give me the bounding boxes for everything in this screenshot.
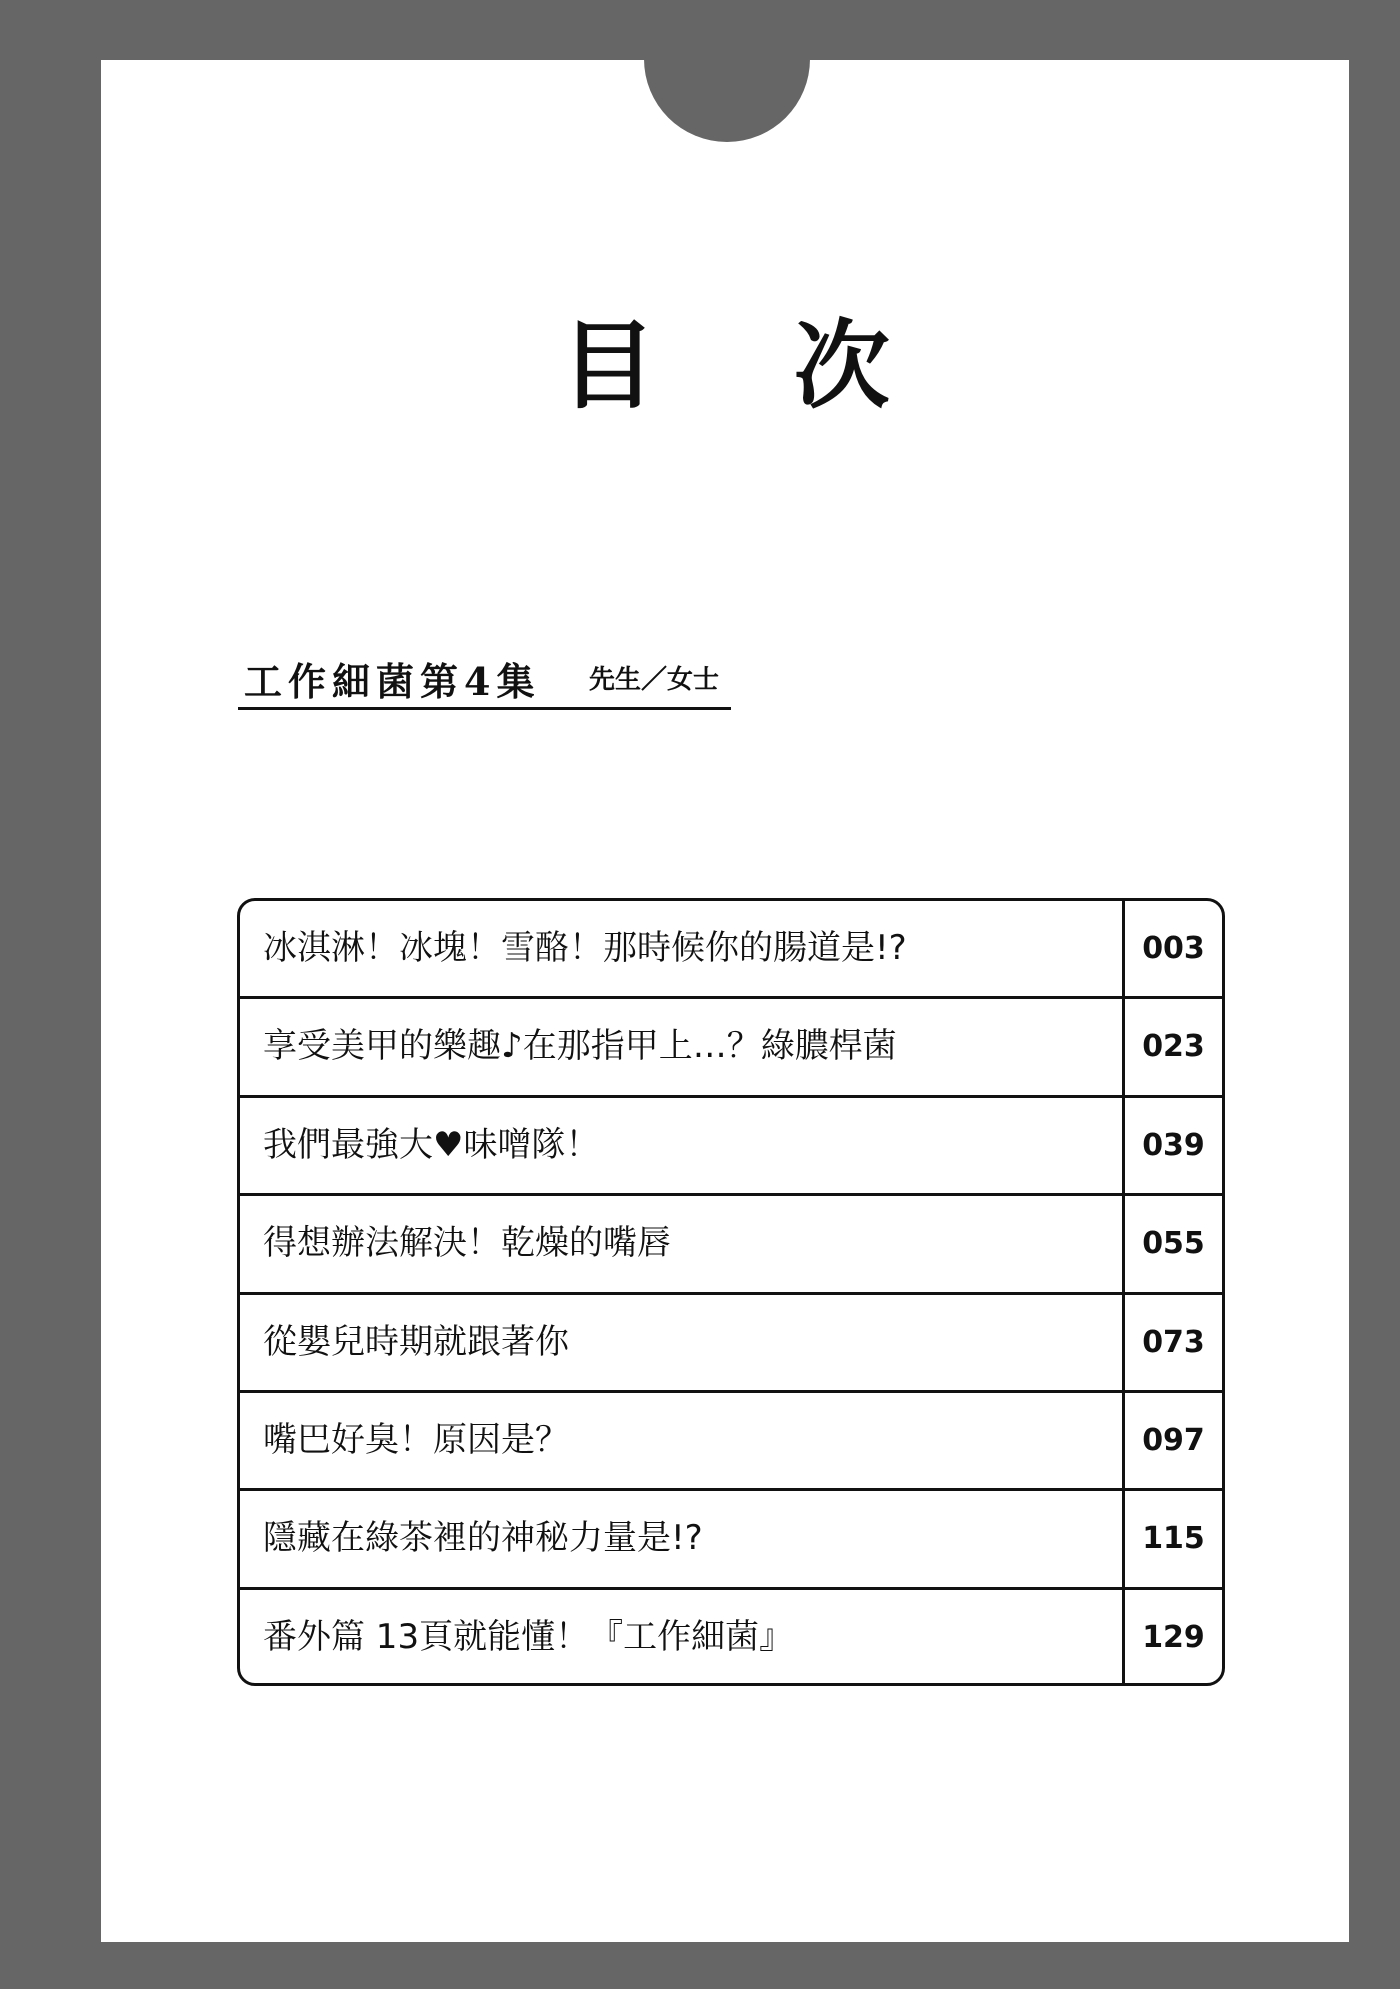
- toc-row[interactable]: [240, 1098, 1222, 1196]
- chapter-page: 003: [1142, 931, 1205, 966]
- toc-row[interactable]: [240, 1491, 1222, 1589]
- chapter-title: 隱藏在綠茶裡的神秘力量是!?: [263, 1518, 703, 1559]
- page-title: 目 次: [560, 310, 942, 422]
- toc-row[interactable]: [240, 1196, 1222, 1294]
- table-of-contents: [237, 898, 1225, 1686]
- chapter-title: 從嬰兒時期就跟著你: [263, 1321, 569, 1362]
- chapter-title: 得想辦法解決！乾燥的嘴唇: [263, 1223, 671, 1264]
- chapter-title: 冰淇淋！冰塊！雪酪！那時候你的腸道是!?: [263, 928, 907, 968]
- chapter-page: 129: [1142, 1619, 1205, 1655]
- chapter-page: 023: [1142, 1029, 1205, 1065]
- toc-row[interactable]: [240, 999, 1222, 1097]
- toc-row[interactable]: [240, 1295, 1222, 1393]
- series-subtitle: 先生／女士: [589, 665, 720, 695]
- toc-row[interactable]: [240, 1393, 1222, 1491]
- toc-row[interactable]: [240, 1590, 1222, 1686]
- chapter-title: 我們最強大♥味噌隊！: [263, 1124, 600, 1165]
- chapter-page: 115: [1142, 1521, 1205, 1557]
- book-page: [101, 60, 1349, 1942]
- chapter-page: 039: [1142, 1127, 1205, 1163]
- chapter-title: 享受美甲的樂趣♪在那指甲上…？綠膿桿菌: [263, 1026, 897, 1067]
- series-heading: [238, 645, 731, 710]
- chapter-page: 055: [1142, 1226, 1205, 1262]
- toc-row[interactable]: [240, 901, 1222, 999]
- series-name: 工作細菌第4集: [244, 659, 541, 704]
- page-notch: [644, 0, 810, 142]
- chapter-title: 嘴巴好臭！原因是？: [263, 1419, 569, 1460]
- chapter-title: 番外篇 13頁就能懂！『工作細菌』: [263, 1616, 794, 1657]
- chapter-page: 073: [1142, 1324, 1205, 1360]
- chapter-page: 097: [1142, 1422, 1205, 1458]
